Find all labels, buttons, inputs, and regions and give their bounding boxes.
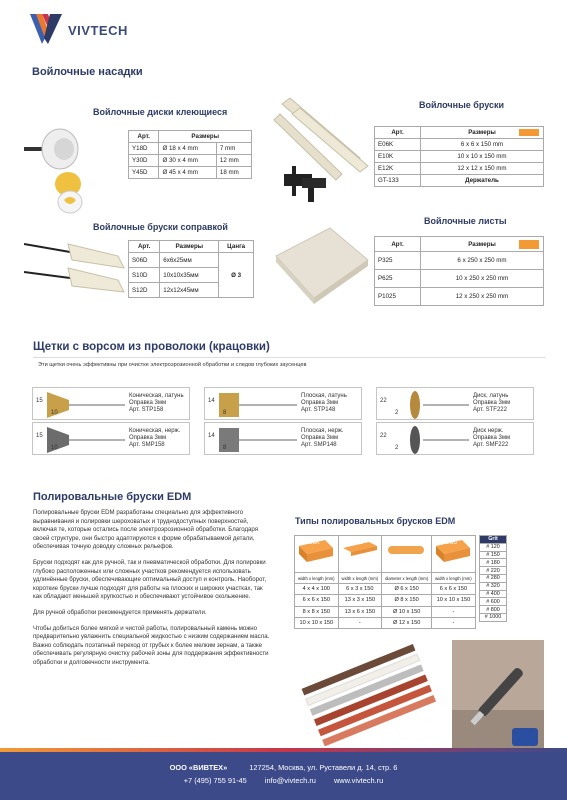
felt-bars-image (272, 94, 372, 212)
shank-bars-image (24, 234, 128, 300)
table-cell: Ø 12 x 150 (382, 617, 432, 628)
edm-paragraph: Бруски подходят как для ручной, так и пневматической обработки. Для полировки глубоко расположенных или сложных участков рекомендуется использовать удлинённые бруски, обеспечивающие оптимальный доступ и контроль. Наоборот, короткие бруски лучше подходят для работы на плоских и широких участках, так как обладают меньшей хрупкостью и обеспечивают устойчивое скольжение. (33, 558, 267, 601)
grit-cell: # 400 (480, 590, 507, 598)
felt-bars-table (374, 126, 544, 187)
felt-section-title: Войлочные насадки (32, 66, 143, 78)
table-cell: - (432, 606, 476, 617)
brush-caption-line: Плоская, латунь (301, 393, 347, 399)
brush-dim-label: 22 (380, 398, 387, 404)
table-row (295, 606, 476, 617)
felt-sheets-image (274, 226, 370, 308)
grit-row (480, 590, 507, 598)
felt-sheets-photo (274, 226, 370, 308)
table-cell: Ø 6 x 150 (382, 584, 432, 595)
dim-header-cell: width x length (mm) (432, 573, 476, 584)
brush-dim-label: 15 (36, 433, 43, 439)
footer (0, 752, 567, 800)
table-cell: S06D (129, 253, 160, 268)
table-cell: 10x10x35мм (160, 268, 219, 283)
brush-caption (301, 428, 344, 450)
brush-caption-line: Арт. SMP148 (301, 442, 337, 449)
dim-header-cell: width x length (mm) (295, 573, 339, 584)
felt-sheets-table (374, 236, 544, 306)
section-divider (33, 357, 545, 358)
felt-bars-title: Войлочные бруски (419, 100, 505, 110)
grit-header: Grit (480, 536, 507, 544)
footer-accent-stripe (0, 748, 567, 752)
table-row (375, 163, 544, 175)
brand-name: VIVTECH (68, 23, 128, 38)
table-header-row (129, 131, 252, 143)
table-cell: S12D (129, 283, 160, 298)
edm-type-cell (432, 536, 476, 573)
brush-card (204, 422, 362, 455)
table-cell: 4 x 4 x 100 (295, 584, 339, 595)
brush-caption-line: Оправка 3мм (301, 435, 339, 442)
brush-head (219, 428, 239, 452)
felt-bars-photo (272, 94, 372, 212)
grit-row (480, 598, 507, 606)
edm-type-label: EGY (398, 540, 409, 546)
table-row (129, 143, 252, 155)
grit-cell: # 120 (480, 543, 507, 551)
brush-card (376, 422, 534, 455)
edm-paragraph: Для ручной обработки рекомендуется применять держатели. (33, 608, 207, 616)
grit-row (480, 551, 507, 559)
glued-discs-title: Войлочные диски клеющиеся (93, 107, 228, 117)
table-cell: Ø 8 x 150 (382, 595, 432, 606)
grit-cell: # 220 (480, 567, 507, 575)
brush-image (377, 423, 469, 456)
footer-address-line (0, 763, 567, 772)
table-cell: 12 mm (216, 155, 251, 167)
table-row (375, 139, 544, 151)
vivtech-logo-icon (28, 12, 64, 46)
table-row (129, 155, 252, 167)
edm-types-title: Типы полировальных брусков EDM (295, 516, 456, 526)
edm-type-cell (382, 536, 432, 573)
brush-caption (129, 428, 180, 450)
grit-list (480, 543, 507, 621)
edm-type-cell (295, 536, 339, 573)
brush-dim-label: 2 (395, 445, 399, 451)
footer-address: 127254, Москва, ул. Руставели д. 14, стр. 6 (249, 763, 398, 772)
edm-title: Полировальные бруски EDM (33, 491, 192, 503)
brush-caption-line: Арт. SMF222 (473, 442, 509, 449)
table-cell: Y45D (129, 167, 159, 179)
table-cell: 12x12x45мм (160, 283, 219, 298)
edm-description (33, 509, 273, 668)
table-cell: 10 x 10 x 150 mm (421, 151, 544, 163)
brush-caption-line: Арт. STP158 (129, 407, 164, 414)
table-cell: 10 x 10 x 150 (432, 595, 476, 606)
edm-type-label: EGD (352, 540, 364, 546)
edm-type-row (295, 536, 476, 573)
grit-cell: # 180 (480, 559, 507, 567)
brush-dim-label: 10 (51, 445, 58, 451)
table-cell: 7 mm (216, 143, 251, 155)
table-cell: E10K (375, 151, 421, 163)
shank-bars-table (128, 240, 254, 298)
table-cell: 10 x 10 x 150 (295, 617, 339, 628)
brush-dim-label: 8 (223, 410, 227, 416)
table-cell: 10 x 250 x 250 mm (421, 270, 544, 288)
grit-cell: # 320 (480, 582, 507, 590)
brush-dim-label: 14 (208, 433, 215, 439)
table-header-cell: Арт. (129, 241, 160, 253)
felt-disc-image (24, 124, 96, 216)
table-cell: E06K (375, 139, 421, 151)
table-header-row (295, 573, 476, 584)
felt-bar-swatch (519, 129, 539, 136)
brush-dim-label: 10 (51, 410, 58, 416)
table-cell: P1025 (375, 288, 421, 306)
grit-row (480, 574, 507, 582)
grit-cell: # 1000 (480, 613, 507, 621)
brush-dim-label: 22 (380, 433, 387, 439)
table-row (375, 270, 544, 288)
brush-card (32, 422, 190, 455)
table-cell: Ø 18 х 4 mm (159, 143, 216, 155)
brush-caption (129, 393, 184, 415)
footer-company: ООО «ВИВТЕХ» (169, 763, 228, 772)
glued-discs-table (128, 130, 252, 179)
table-cell: GT-133 (375, 175, 421, 187)
grit-row (480, 613, 507, 621)
grit-row (480, 543, 507, 551)
table-cell: Держатель (421, 175, 544, 187)
brush-caption-line: Оправка 3мм (473, 435, 511, 442)
brush-image (205, 388, 297, 421)
felt-sheet-swatch (519, 240, 539, 249)
table-row (375, 252, 544, 270)
brush-caption-line: Арт. STP148 (301, 407, 336, 414)
brush-caption (301, 393, 347, 415)
table-cell: 6 x 6 x 150 mm (421, 139, 544, 151)
grit-row (480, 559, 507, 567)
edm-type-label: EGU (446, 540, 457, 546)
table-header-cell: Арт. (375, 237, 421, 252)
table-cell: 6 x 6 x 150 (432, 584, 476, 595)
table-row (295, 617, 476, 628)
brush-caption-line: Оправка 3мм (301, 400, 339, 407)
table-cell: 6 x 6 x 150 (295, 595, 339, 606)
brush-card (204, 387, 362, 420)
brush-caption-line: Оправка 3мм (129, 400, 167, 407)
brush-caption-line: Оправка 3мм (129, 435, 167, 442)
grit-header-row (480, 536, 507, 544)
grit-row (480, 567, 507, 575)
table-cell: P325 (375, 252, 421, 270)
footer-site[interactable]: www.vivtech.ru (333, 776, 384, 785)
edm-type-label: EGK (309, 540, 320, 546)
table-cell: Ø 45 х 4 mm (159, 167, 216, 179)
table-cell: Y18D (129, 143, 159, 155)
table-row (375, 175, 544, 187)
brush-dim-label: 2 (395, 410, 399, 416)
table-cell: 12 x 12 x 150 mm (421, 163, 544, 175)
table-row (129, 167, 252, 179)
edm-paragraph: Чтобы добиться более мягкой и чистой работы, полировальный камень можно предварительно увлажнить специальной жидкостью с низким содержанием масла. Важно соблюдать поэтапный переход от грубых к более мелким зернам, а также обеспечивать регулярную очистку рабочей зоны для поддержания эффективности обработки и долговечности инструмента. (33, 624, 270, 666)
table-header-row (375, 127, 544, 139)
brush-caption-line: Диск, латунь (473, 393, 509, 399)
brush-head (219, 393, 239, 417)
brush-caption-line: Плоская, нерж. (301, 428, 344, 434)
brush-image (33, 388, 125, 421)
grit-cell: # 800 (480, 606, 507, 614)
table-row (295, 595, 476, 606)
table-header-cell: Арт. (129, 131, 159, 143)
table-header-cell (421, 127, 544, 139)
table-cell: Ø 30 х 4 mm (159, 155, 216, 167)
table-header-cell: Размеры (159, 131, 252, 143)
table-cell: P625 (375, 270, 421, 288)
table-header-label: Размеры (468, 129, 496, 136)
grit-cell: # 150 (480, 551, 507, 559)
table-header-cell: Цанга (219, 241, 254, 253)
table-cell: S10D (129, 268, 160, 283)
grit-row (480, 582, 507, 590)
brush-card (376, 387, 534, 420)
dim-header-cell: diameter x length (mm) (382, 573, 432, 584)
table-row (129, 253, 254, 268)
edm-paragraph: Полировальные бруски EDM разработаны специально для эффективного выравнивания и полировки шероховатых и труднодоступных поверхностей, включая те, которые остались после электроэрозионной обработки. Благодаря своей структуре, они быстро адаптируются к форме обрабатываемой детали, обеспечивая точную доводку сложных рельефов. (33, 509, 259, 551)
table-cell: 13 x 6 x 150 (338, 606, 382, 617)
footer-email[interactable]: info@vivtech.ru (264, 776, 316, 785)
table-header-cell: Арт. (375, 127, 421, 139)
brush-image (33, 423, 125, 456)
brush-caption (473, 393, 510, 415)
table-cell: 8 x 8 x 150 (295, 606, 339, 617)
wire-brushes-title: Щетки с ворсом из проволоки (крацовки) (33, 341, 270, 353)
table-cell: E12K (375, 163, 421, 175)
edm-tool-photo (452, 640, 544, 750)
grit-cell: # 280 (480, 574, 507, 582)
brush-caption-line: Оправка 3мм (473, 400, 511, 407)
brush-caption-line: Диск нерж. (473, 428, 504, 434)
brush-card (32, 387, 190, 420)
edm-types-table (294, 535, 476, 629)
table-cell: 18 mm (216, 167, 251, 179)
edm-type-cell (338, 536, 382, 573)
brush-head (410, 391, 420, 419)
table-cell: 6x6x25мм (160, 253, 219, 268)
shank-bars-photo (24, 234, 128, 300)
brush-caption-line: Коническая, латунь (129, 393, 184, 399)
brush-image (377, 388, 469, 421)
table-cell: - (338, 617, 382, 628)
footer-contacts-line (0, 776, 567, 785)
table-row (375, 288, 544, 306)
brush-dim-label: 14 (208, 398, 215, 404)
brush-image (205, 423, 297, 456)
brush-head (410, 426, 420, 454)
table-cell: 12 x 250 x 250 mm (421, 288, 544, 306)
table-cell: 6 x 3 x 150 (338, 584, 382, 595)
table-row (295, 584, 476, 595)
brush-caption-line: Арт. SMP158 (129, 442, 165, 449)
table-cell: 6 x 250 x 250 mm (421, 252, 544, 270)
table-header-cell: Размеры (160, 241, 219, 253)
felt-sheets-title: Войлочные листы (424, 216, 507, 226)
brush-caption (473, 428, 510, 450)
table-cell: Ø 10 x 150 (382, 606, 432, 617)
collet-cell: Ø 3 (219, 253, 254, 298)
felt-discs-photo (24, 124, 96, 216)
grit-table (479, 535, 507, 622)
table-header-row (375, 237, 544, 252)
brush-dim-label: 8 (223, 445, 227, 451)
shank-bars-title: Войлочные бруски сoправкой (93, 222, 228, 232)
edm-bars-photo (300, 638, 448, 746)
footer-phone[interactable]: +7 (495) 755 91-45 (183, 776, 247, 785)
brush-caption-line: Коническая, нерж. (129, 428, 181, 434)
table-header-label: Размеры (468, 240, 496, 248)
wire-brushes-subtitle: Эти щетки очень эффективны при очистке электроэрозионной обработки и следов глубоких заусенцев (38, 362, 307, 368)
table-header-cell (421, 237, 544, 252)
brand-logo (28, 12, 178, 48)
table-cell: Y30D (129, 155, 159, 167)
pneumatic-tool-image (452, 640, 544, 750)
table-cell: - (432, 617, 476, 628)
table-cell: 13 x 3 x 150 (338, 595, 382, 606)
dim-header-cell: width x length (mm) (338, 573, 382, 584)
grit-row (480, 606, 507, 614)
table-header-row (129, 241, 254, 253)
brush-caption-line: Арт. STF222 (473, 407, 507, 414)
grit-cell: # 600 (480, 598, 507, 606)
edm-bars-image (300, 638, 448, 746)
table-row (375, 151, 544, 163)
brush-dim-label: 15 (36, 398, 43, 404)
